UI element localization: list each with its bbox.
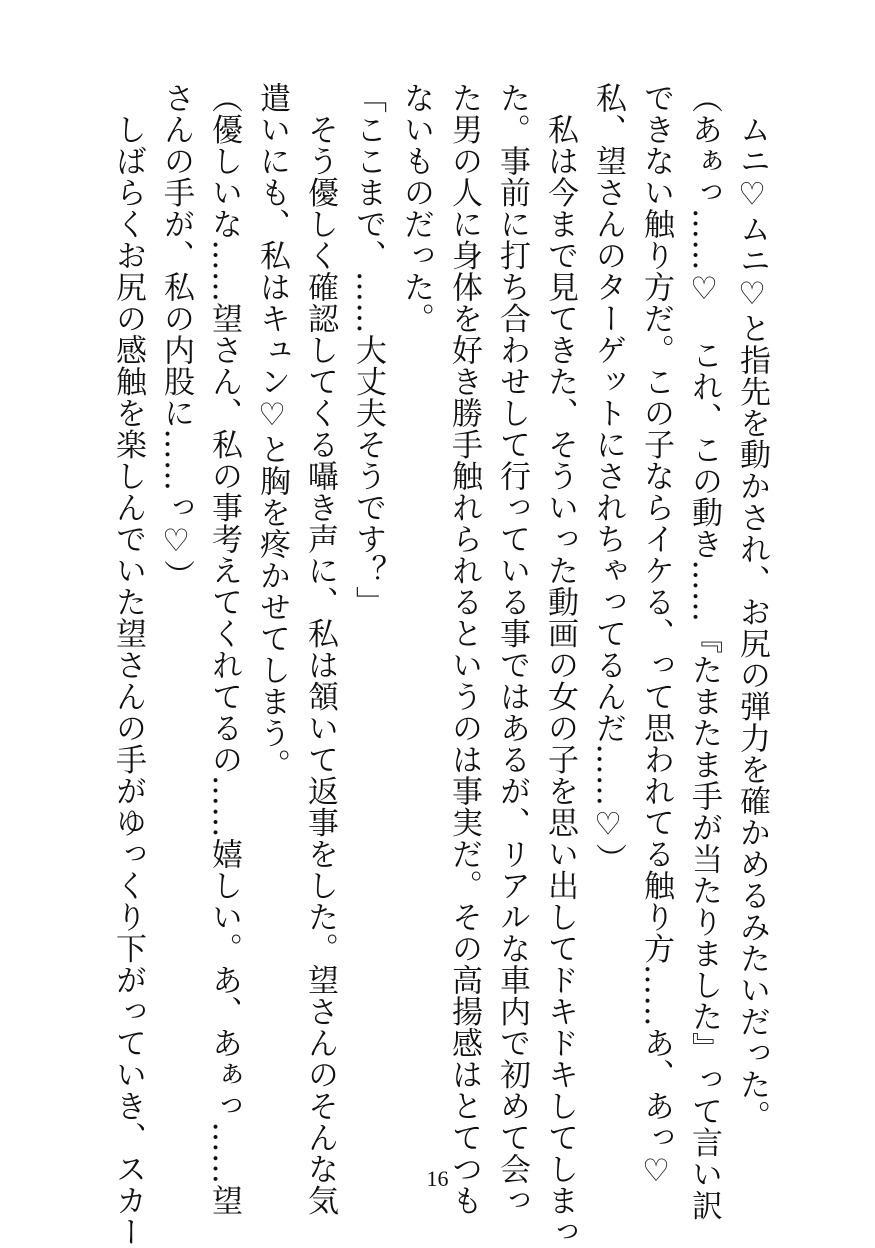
- text-line-11: 遣いにも、私はキュン♡と胸を疼かせてしまう。: [254, 82, 290, 780]
- text-line-5: 私は今まで見てきた、そういった動画の女の子を思い出してドキドキしてしまっ: [542, 82, 578, 1248]
- text-line-3: できない触り方だ。この子ならイケる、って思われてる触り方……あ、あっ♡: [638, 82, 674, 1190]
- page-number: 16: [426, 1166, 449, 1191]
- text-line-4: 私、望さんのターゲットにされちゃってるんだ……♡）: [590, 82, 626, 875]
- text-line-14: しばらくお尻の感触を楽しんでいた望さんの手がゆっくり下がっていき、スカー: [110, 82, 146, 1248]
- text-line-6: た。事前に打ち合わせして行っている事ではあるが、リアルな車内で初めて会っ: [494, 82, 530, 1216]
- text-line-8: ないものだった。: [398, 82, 434, 334]
- text-line-13: さんの手が、私の内股に……っ♡）: [158, 82, 194, 591]
- text-line-9: 「ここまで、……大丈夫そうです？」: [350, 82, 386, 618]
- text-line-1: ムニ♡ムニ♡と指先を動かされ、お尻の弾力を確かめるみたいだった。: [734, 82, 770, 1132]
- text-line-12: （優しいな……望さん、私の事考えてくれてるの……嬉しい。あ、あぁっ……望: [206, 82, 242, 1216]
- text-line-7: た男の人に身体を好き勝手触れられるというのは事実だ。その高揚感はとてつも: [446, 82, 482, 1216]
- text-line-10: そう優しく確認してくる囁き声に、私は頷いて返事をした。望さんのそんな気: [302, 82, 338, 1216]
- text-line-2: （あぁっ……♡ これ、この動き……『たまたま手が当たりました』って言い訳: [686, 82, 722, 1221]
